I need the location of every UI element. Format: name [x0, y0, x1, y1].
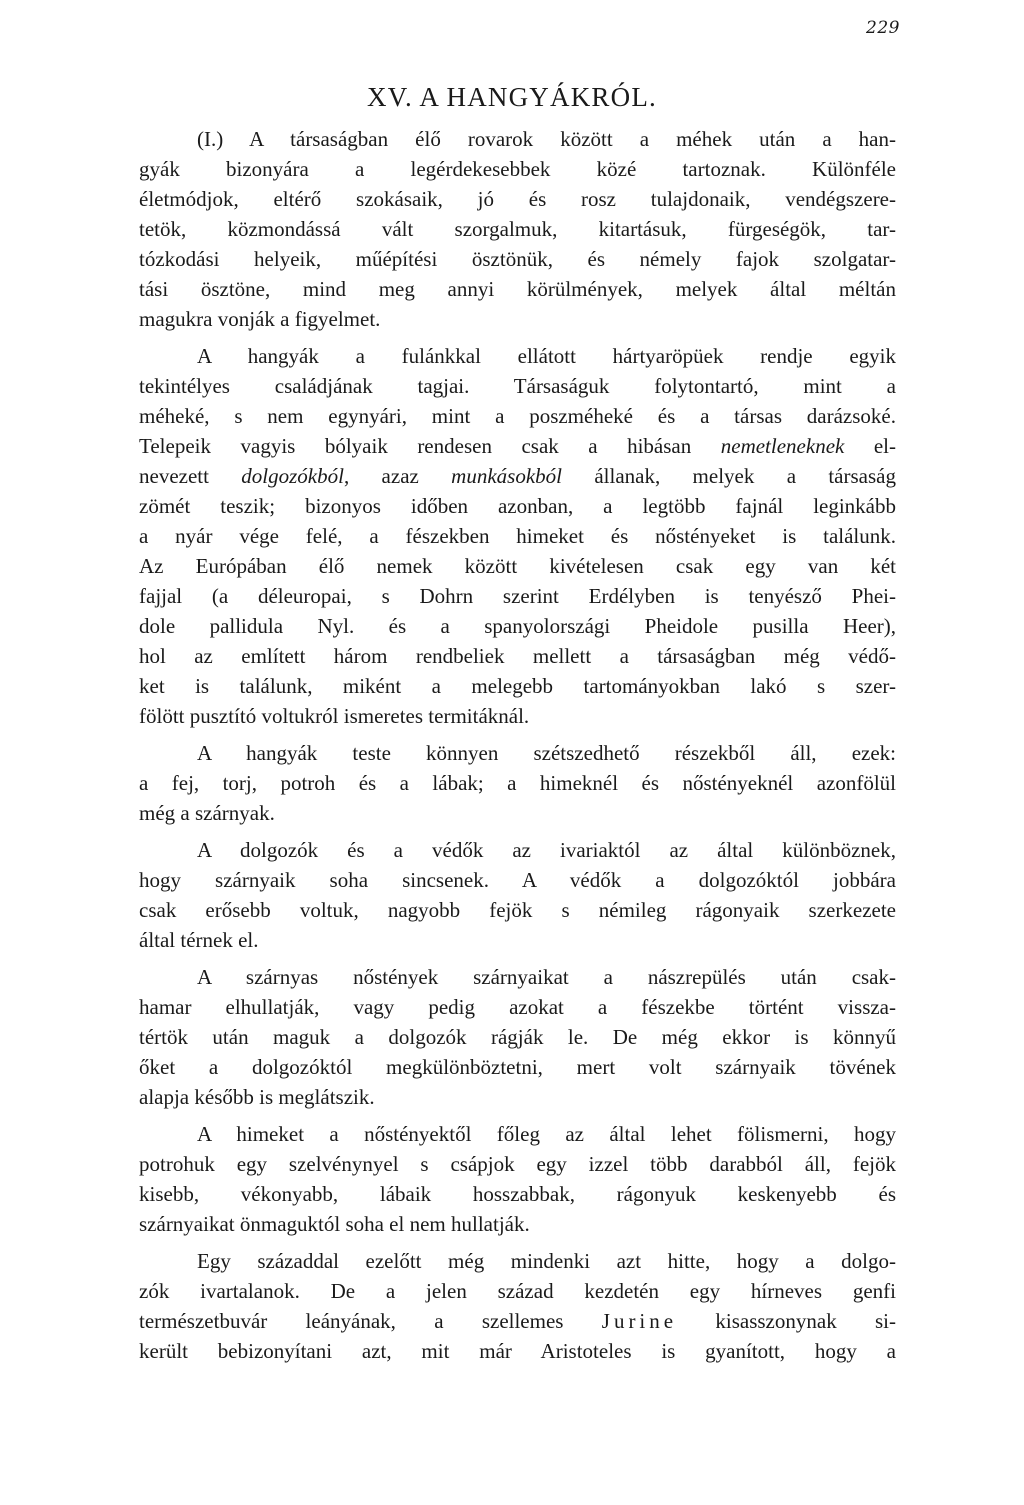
text-line: kisebb, vékonyabb, lábaik hosszabbak, rágonyuk keskenyebb és [139, 1182, 896, 1206]
text-line: életmódjok, eltérő szokásaik, jó és rosz tulajdonaik, vendégszere- [139, 187, 896, 211]
text-line: A hangyák teste könnyen szétszedhető részekből áll, ezek: [197, 741, 896, 765]
text-line: tási ösztöne, mind meg annyi körülmények, melyek által méltán [139, 277, 896, 301]
text-line: fajjal (a déleuropai, s Dohrn szerint Erdélyben is tenyésző Phei- [139, 584, 896, 608]
text-line: zók ivartalanok. De a jelen század kezdetén egy hírneves genfi [139, 1279, 896, 1303]
text-line: ket is találunk, miként a melegebb tartományokban lakó s szer- [139, 674, 896, 698]
text-line: A szárnyas nőstények szárnyaikat a nászrepülés után csak- [197, 965, 896, 989]
text-line: szárnyaikat önmaguktól soha el nem hullatják. [139, 1212, 530, 1236]
text-line: csak erősebb voltuk, nagyobb fejök s némileg rágonyaik szerkezete [139, 898, 896, 922]
italic-term: nemetleneknek [720, 434, 845, 458]
text-line: A dolgozók és a védők az ivariaktól az által különböznek, [197, 838, 896, 862]
text-line: magukra vonják a figyelmet. [139, 307, 381, 331]
text-line: tekintélyes családjának tagjai. Társaságuk folytontartó, mint a [139, 374, 896, 398]
text-line: még a szárnyak. [139, 801, 275, 825]
text-line: Az Európában élő nemek között kivételesen csak egy van két [139, 554, 896, 578]
page-number: 229 [866, 18, 900, 38]
text-line: tózkodási helyeik, műépítési ösztönük, és némely fajok szolgatar- [139, 247, 896, 271]
paragraph [139, 341, 896, 731]
text-line: A hangyák a fulánkkal ellátott hártyaröpüek rendje egyik [197, 344, 896, 368]
text-line: nevezett dolgozókból, azaz munkásokból állanak, melyek a társaság [139, 464, 896, 488]
text-line: őket a dolgozóktól megkülönböztetni, mert volt szárnyaik tövének [139, 1055, 896, 1079]
text-line: potrohuk egy szelvénynyel s csápjok egy izzel több darabból áll, fejök [139, 1152, 896, 1176]
text-line: tértök után maguk a dolgozók rágják le. De még ekkor is könnyű [139, 1025, 896, 1049]
paragraph-gap [139, 334, 896, 341]
text-line: Telepeik vagyis bólyaik rendesen csak a hibásan nemetleneknek el- [139, 434, 896, 458]
text-line: gyák bizonyára a legérdekesebbek közé tartoznak. Különféle [139, 157, 896, 181]
text-line: hogy szárnyaik soha sincsenek. A védők a dolgozóktól jobbára [139, 868, 896, 892]
text-line: fölött pusztító voltukról ismeretes termitáknál. [139, 704, 530, 728]
text-line: hol az említett három rendbeliek mellett a társaságban még védő- [139, 644, 896, 668]
text-line: természetbuvár leányának, a szellemes Jurine kisasszonynak si- [139, 1309, 896, 1333]
paragraph [139, 962, 896, 1112]
italic-term: dolgozókból [241, 464, 344, 488]
text-line: (I.) A társaságban élő rovarok között a méhek után a han- [197, 127, 896, 151]
text-line: dole pallidula Nyl. és a spanyolországi Pheidole pusilla Heer), [139, 614, 896, 638]
paragraph [139, 835, 896, 955]
paragraph-gap [139, 1239, 896, 1246]
paragraph [139, 738, 896, 828]
text-line: alapja később is meglátszik. [139, 1085, 375, 1109]
paragraph-gap [139, 955, 896, 962]
paragraph-gap [139, 731, 896, 738]
text-line: zömét teszik; bizonyos időben azonban, a legtöbb fajnál leginkább [139, 494, 896, 518]
text-line: tetök, közmondássá vált szorgalmuk, kitartásuk, fürgeségök, tar- [139, 217, 896, 241]
body-text [139, 124, 896, 1366]
text-line: Egy századdal ezelőtt még mindenki azt hitte, hogy a dolgo- [197, 1249, 896, 1273]
chapter-title: XV. A HANGYÁKRÓL. [367, 82, 657, 112]
italic-term: munkásokból [451, 464, 562, 488]
text-line: került bebizonyítani azt, mit már Aristoteles is gyanított, hogy a [139, 1339, 896, 1363]
text-line: méheké, s nem egynyári, mint a poszméheké és a társas darázsoké. [139, 404, 896, 428]
paragraph [139, 124, 896, 334]
text-line: hamar elhullatják, vagy pedig azokat a fészekbe történt vissza- [139, 995, 896, 1019]
spaced-name: Jurine [601, 1309, 678, 1333]
text-line: a nyár vége felé, a fészekben himeket és nőstényeket is találunk. [139, 524, 896, 548]
paragraph-gap [139, 1112, 896, 1119]
text-line: által térnek el. [139, 928, 259, 952]
paragraph-gap [139, 828, 896, 835]
text-line: A himeket a nőstényektől főleg az által lehet fölismerni, hogy [197, 1122, 896, 1146]
paragraph [139, 1246, 896, 1366]
paragraph [139, 1119, 896, 1239]
text-line: a fej, torj, potroh és a lábak; a himeknél és nőstényeknél azonfölül [139, 771, 896, 795]
